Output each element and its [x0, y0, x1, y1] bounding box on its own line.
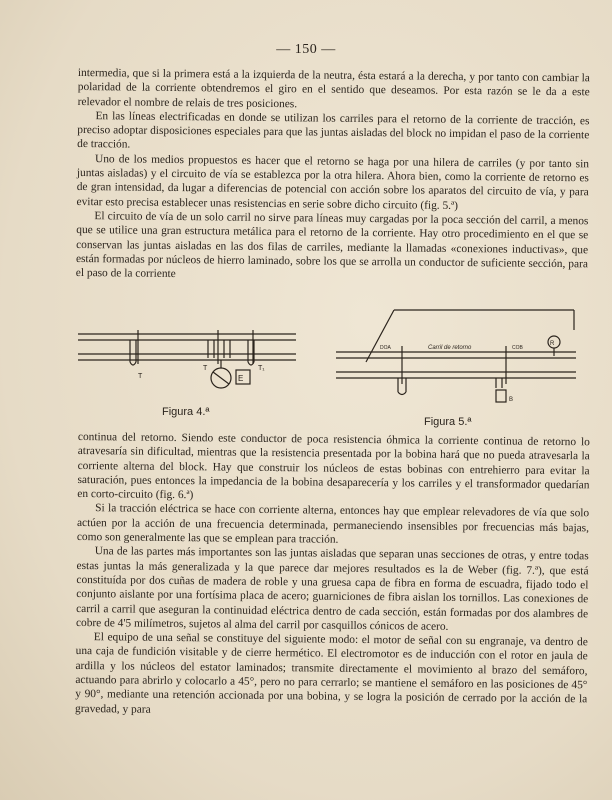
page-number: — 150 —	[276, 42, 336, 57]
fig4-label-t3: T₁	[258, 365, 265, 372]
figure-4-diagram	[78, 326, 298, 406]
fig5-label-left: DOA	[380, 345, 391, 351]
fig5-label-b: B	[509, 397, 514, 403]
fig4-label-t2: T	[203, 365, 208, 372]
paragraph: En las líneas electrificadas en donde se utilizan los carriles para el retorno de la corriente de tracción, es preciso adoptar disposiciones especiales para que las juntas aisladas del block no impidan el paso de la corriente de tracción.	[77, 110, 590, 152]
fig4-label-e: E	[238, 374, 244, 383]
paragraph: El equipo de una señal se constituye del siguiente modo: el motor de señal con su engranaje, va dentro de una caja de fundición visitable y de cierre hermético. El electromotor es de inducción con el rotor en jaula de ardilla y los núcleos del estator laminados; transmite directamente el movimiento al brazo del semáforo, actuando para abrirlo y colocarlo a 45°, pero no para cerrarlo; se mantiene el semáforo en las posiciones de 45° y 90°, mediante una retención accionada por una bobina, y se logra la posición de cerrado por la acción de la gravedad, y para	[75, 631, 588, 716]
paragraph: intermedia, que si la primera está a la izquierda de la neutra, ésta estará a la derecha, y por tanto con cambiar la polaridad de la corriente obtendremos el giro en el sentido que deseamos. Por esta razón se le da a este relevador el nombre de relais de tres posiciones.	[77, 66, 590, 110]
figures-row	[78, 298, 593, 428]
figure-4-caption: Figura 4.ª	[162, 406, 210, 418]
fig5-label-r: R	[550, 341, 555, 347]
fig5-label-rail: Carril de retorno	[428, 345, 472, 351]
paragraph: continua del retorno. Siendo este conductor de poca resistencia óhmica la corriente continua de retorno lo atravesaría sin dificultad, mientras que la resistencia presentada por la bobina hará que no pueda atravesarla la corriente alterna del block. Hay que construir los núcleos de estas bobinas con entrehierro para evitar la saturación, pues entonces la impedancia de la bobina desaparecería y los carriles y el transformador quedarían en corto-circuito (fig. 6.ª)	[77, 430, 590, 502]
figure-5-diagram	[336, 302, 594, 414]
text-block-top	[76, 66, 590, 286]
fig4-label-t1: T	[138, 373, 143, 380]
paragraph: Una de las partes más importantes son las juntas aisladas que separan unas secciones de otras, y entre todas estas juntas la más generalizada y la que parece dar mejores resultados es la de Weber (fig. 7.ª), que está constituída por dos cuñas de madera de roble y una gruesa capa de fibra en forma de escuadra, fijado todo el conjunto aislante por una fortísima placa de acero; guarniciones de fibra aislan los tornillos. Las conexiones de carril a carril que aseguran la continuidad eléctrica dentro de cada sección, están formadas por dos alambres de cobre de 4'5 milímetros, sujetos al alma del carril por casquillos cónicos de acero.	[75, 545, 589, 633]
fig5-label-right: COB	[512, 345, 523, 351]
paragraph: El circuito de vía de un solo carril no sirve para líneas muy cargadas por la poca sección del carril, a menos que se utilice una gran estructura metálica para el retorno de la corriente. Hay otro procedimiento en el que se conservan las juntas aisladas en las dos filas de carriles, mediante la llamadas «conexiones inductivas», que están formadas por núcleos de hierro laminado, sobre los que se arrolla un conductor de suficiente sección, para el paso de la corriente	[75, 210, 589, 281]
figure-5-caption: Figura 5.ª	[424, 416, 472, 428]
paragraph: Uno de los medios propuestos es hacer que el retorno se haga por una hilera de carriles (y por tanto sin juntas aisladas) y el circuito de vía se establezca por la otra hilera. Ahora bien, como la corriente de retorno es de gran intensidad, da lugar a diferencias de potencial con acción sobre los aparatos del circuito de vía, y para evitar esto precisa establecer unas resistencias en serie sobre dicho circuito (fig. 5.ª)	[76, 152, 590, 212]
text-block-bottom	[75, 430, 590, 721]
paragraph: Si la tracción eléctrica se hace con corriente alterna, entonces hay que emplear relevadores de vía que solo actúen por la acción de una frecuencia determinada, permaneciendo insensibles por frecuencias más bajas, como son generalmente las que se emplean para tracción.	[76, 502, 590, 546]
